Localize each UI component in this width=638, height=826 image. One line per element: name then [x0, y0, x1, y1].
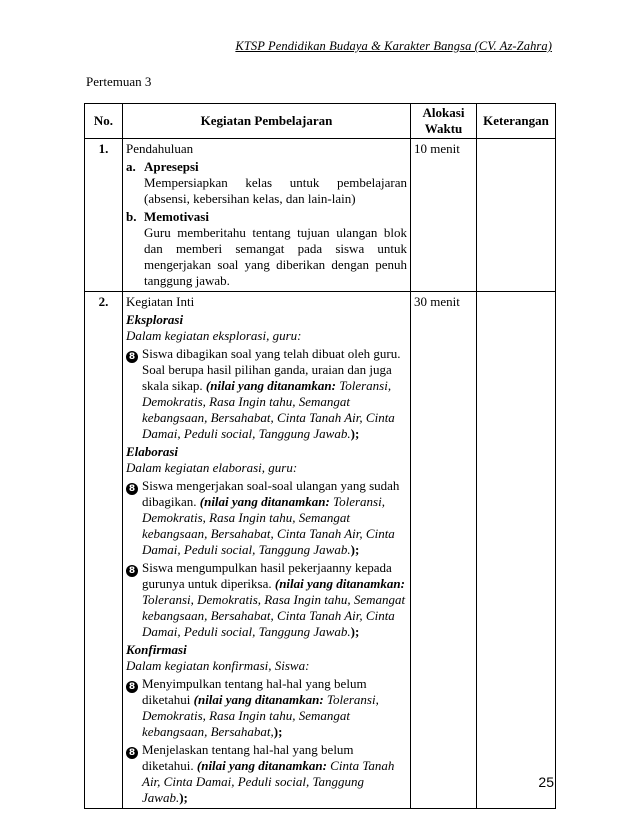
item-text: Siswa mengumpulkan hasil pekerjaanny kepada gurunya untuk diperiksa.	[142, 560, 392, 591]
header-no: No.	[85, 104, 123, 139]
list-item	[126, 742, 407, 806]
values-end: );	[350, 542, 360, 557]
activity-cell	[123, 292, 411, 809]
activity-cell	[123, 139, 411, 292]
item-text: Siswa dibagikan soal yang telah dibuat oleh guru. Soal berupa hasil pilihan ganda, uraian dan juga skala sikap.	[142, 346, 401, 393]
table-row	[85, 139, 556, 292]
header-time: Alokasi Waktu	[411, 104, 477, 139]
table-row	[85, 292, 556, 809]
sub-title: Memotivasi	[144, 209, 209, 224]
sub-activity	[126, 159, 407, 207]
notes-cell	[477, 292, 556, 809]
values-end: );	[350, 426, 360, 441]
bullet-icon: 8	[126, 565, 138, 577]
values-list: Toleransi, Demokratis, Rasa Ingin tahu, Semangat kebangsaan, Bersahabat, Cinta Tanah Air, Cinta Damai, Peduli social, Tanggung Jawab.	[142, 592, 406, 639]
sub-label: b.	[126, 209, 137, 224]
sub-activity	[126, 209, 407, 289]
section-intro: Dalam kegiatan konfirmasi, Siswa:	[126, 658, 310, 673]
bullet-icon: 8	[126, 681, 138, 693]
values-end: );	[179, 790, 188, 805]
values-label: (nilai yang ditanamkan:	[199, 494, 330, 509]
page-number: 25	[538, 774, 554, 790]
sub-label: a.	[126, 159, 136, 174]
bullet-icon: 8	[126, 747, 138, 759]
values-list: Toleransi, Demokratis, Rasa Ingin tahu, Semangat kebangsaan, Bersahabat,	[142, 692, 379, 739]
section-intro: Dalam kegiatan eksplorasi, guru:	[126, 328, 302, 343]
values-label: (nilai yang ditanamkan:	[205, 378, 336, 393]
values-label: (nilai yang ditanamkan:	[193, 692, 324, 707]
list-item	[126, 346, 407, 442]
sub-description: Guru memberitahu tentang tujuan ulangan blok dan memberi semangat pada siswa untuk mengerjakan soal yang diberikan dengan penuh tanggung jawab.	[144, 225, 407, 288]
notes-cell	[477, 139, 556, 292]
values-end: );	[350, 624, 360, 639]
section-title: Elaborasi	[126, 444, 179, 459]
values-end: );	[273, 724, 283, 739]
item-text: Menyimpulkan tentang hal-hal yang belum diketahui	[142, 676, 367, 707]
lesson-table	[84, 103, 556, 809]
section-title: Konfirmasi	[126, 642, 187, 657]
bullet-icon: 8	[126, 351, 138, 363]
phase-title: Pendahuluan	[126, 141, 194, 156]
sub-description: Mempersiapkan kelas untuk pembelajaran (absensi, kebersihan kelas, dan lain-lain)	[144, 175, 407, 206]
item-text: Menjelaskan tentang hal-hal yang belum diketahui.	[142, 742, 354, 773]
meeting-title: Pertemuan 3	[86, 74, 152, 89]
values-list: Cinta Tanah Air, Cinta Damai, Peduli social, Tanggung Jawab.	[142, 758, 395, 805]
list-item	[126, 676, 407, 740]
phase-title: Kegiatan Inti	[126, 294, 195, 309]
time-cell: 10 menit	[411, 139, 477, 292]
time-cell: 30 menit	[411, 292, 477, 809]
values-label: (nilai yang ditanamkan:	[274, 576, 405, 591]
table-header-row	[85, 104, 556, 139]
sub-title: Apresepsi	[144, 159, 199, 174]
header-notes: Keterangan	[477, 104, 556, 139]
list-item	[126, 560, 407, 640]
values-label: (nilai yang ditanamkan:	[196, 758, 327, 773]
section-title: Eksplorasi	[126, 312, 184, 327]
header-activity: Kegiatan Pembelajaran	[123, 104, 411, 139]
row-number: 2.	[85, 292, 123, 809]
section-intro: Dalam kegiatan elaborasi, guru:	[126, 460, 298, 475]
values-list: Toleransi, Demokratis, Rasa Ingin tahu, Semangat kebangsaan, Bersahabat, Cinta Tanah Air, Cinta Damai, Peduli social, Tanggung Jawab.	[142, 494, 395, 557]
list-item	[126, 478, 407, 558]
bullet-icon: 8	[126, 483, 138, 495]
item-text: Siswa mengerjakan soal-soal ulangan yang sudah dibagikan.	[142, 478, 400, 509]
values-list: Toleransi, Demokratis, Rasa Ingin tahu, Semangat kebangsaan, Bersahabat, Cinta Tanah Air, Cinta Damai, Peduli social, Tanggung Jawab.	[142, 378, 395, 441]
running-header: KTSP Pendidikan Budaya & Karakter Bangsa (CV. Az-Zahra)	[235, 39, 552, 53]
row-number: 1.	[85, 139, 123, 292]
